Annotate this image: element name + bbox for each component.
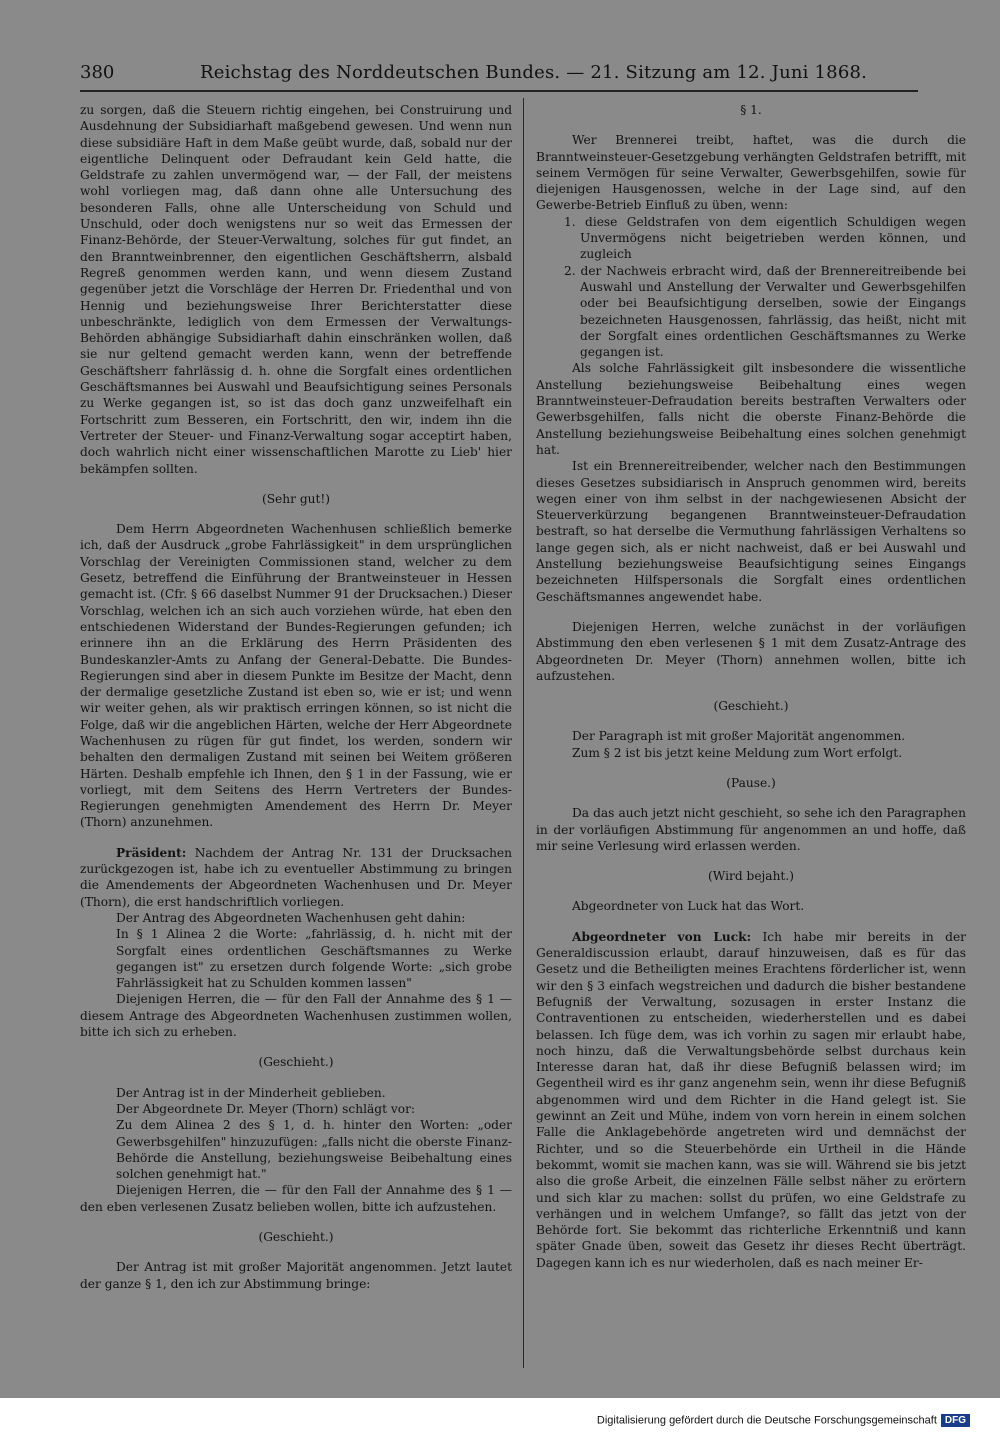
speaker-name: Abgeordneter von Luck:: [572, 929, 752, 944]
interjection: (Sehr gut!): [261, 491, 331, 506]
footer-text: Digitalisierung gefördert durch die Deutsche Forschungsgemeinschaft: [596, 1414, 937, 1427]
footer-credit: [597, 1414, 970, 1427]
paragraph: Der Paragraph ist mit großer Majorität angenommen.: [572, 729, 906, 744]
paragraph: Der Antrag ist in der Minderheit geblieben.: [116, 1085, 386, 1100]
paragraph: Diejenigen Herren, die — für den Fall der Annahme des § 1 — den eben verlesenen Zusatz belieben wollen, bitte ich aufzustehen.: [80, 1183, 512, 1214]
interjection: (Geschieht.): [713, 699, 789, 714]
paragraph: Der Antrag ist mit großer Majorität angenommen. Jetzt lautet der ganze § 1, den ich zur Abstimmung bringe:: [80, 1260, 512, 1291]
interjection: (Geschieht.): [258, 1055, 334, 1070]
paragraph: Als solche Fahrlässigkeit gilt insbesondere die wissentliche Anstellung beziehungsweise Beibehaltung eines wegen Branntweinsteuer-Defraudation bereits bestraften Verwalters oder Gewerbsgehilfen, falls nicht die oberste Finanz-Behörde die Anstellung beziehungsweise Beibehaltung eines solchen genehmigt hat.: [536, 361, 966, 457]
speech-text: Nachdem der Antrag Nr. 131 der Drucksachen zurückgezogen ist, habe ich zu eventueller Abstimmung zu bringen die Amendements der Abgeordneten Wachenhusen und Dr. Meyer (Thorn), die erst handschriftlich vorliegen.: [80, 845, 512, 909]
list-item: 2. der Nachweis erbracht wird, daß der Brennereitreibende bei Auswahl und Anstellung der Verwalter und Gewerbsgehilfen oder bei Beaufsichtigung derselben, sowie der Eingangs bezeichneten Hausgenossen, fahrlässig, das heißt, nicht mit der Sorgfalt eines ordentlichen Geschäftsmannes zu Werke gegangen ist.: [564, 263, 966, 360]
interjection: (Geschieht.): [258, 1230, 334, 1244]
list-item: 1. diese Geldstrafen von dem eigentlich Schuldigen wegen Unvermögens nicht beigetrieben werden können, und zugleich: [564, 214, 966, 262]
section-heading: § 1.: [740, 103, 762, 117]
paragraph: Abgeordneter von Luck hat das Wort.: [572, 899, 805, 914]
left-column: [80, 102, 512, 1364]
paragraph: Ist ein Brennereitreibender, welcher nach den Bestimmungen dieses Gesetzes subsidiarisch in Anspruch genommen wird, bereits wegen einer von ihm selbst in der nachgewiesenen Absicht der Steuerverkürzung begangenen Branntweinsteuer-Defraudation bestraft, so hat derselbe die Vermuthung fahrlässigen Verhaltens so lange gegen sich, als er nicht nachweist, daß er bei Auswahl und Anstellung beziehungsweise Beaufsichtigung seines Eingangs bezeichneten Hilfspersonals die Sorgfalt eines ordentlichen Geschäftsmannes angewendet habe.: [536, 459, 966, 604]
paragraph: [536, 929, 966, 1271]
paragraph: Da das auch jetzt nicht geschieht, so sehe ich den Paragraphen in der vorläufigen Abstimmung für angenommen an und hoffe, daß mir seine Verlesung wird erlassen werden.: [536, 806, 966, 853]
page-header: [80, 62, 918, 88]
dfg-logo: DFG: [941, 1414, 970, 1427]
quoted-motion: In § 1 Alinea 2 die Worte: „fahrlässig, d. h. nicht mit der Sorgfalt eines ordentlichen Geschäftsmannes zu Werke gegangen ist" zu ersetzen durch folgende Worte: „sich grobe Fahrlässigkeit hat zu Schulden kommen lassen": [116, 927, 512, 991]
speech-text: Ich habe mir bereits in der Generaldiscussion erlaubt, darauf hinzuweisen, daß es für das Gesetz und die Betheiligten meines Erachtens förderlicher ist, wenn wir den § 3 einfach wegstreichen und dadurch die bisher bestandene Befugniß der Verwaltung, sozusagen in erster Instanz die Contraventionen zu entscheiden, wiederherstellen und es dabei belassen. Ich füge dem, was ich vorhin zu sagen mir erlaubt habe, noch hinzu, daß die Verwaltungsbehörde selbst durchaus kein Interesse daran hat, daß ihr diese Befugniß belassen wird; im Gegentheil wird es ihr ganz angenehm sein, wenn ihr diese Befugniß abgenommen wird und dem Richter in die Hand gelegt ist. Sie gewinnt an Zeit und Mühe, indem von vorn herein in einem solchen Falle die Anklagebehörde angetreten wird und demnächst der Richter, und so die Steuerbehörde ein Urtheil in die Hände bekommt, womit sie machen kann, was sie will. Während sie bis jetzt also die große Arbeit, die einzelnen Fälle selbst näher zu erörtern und sich klar zu machen: sollst du prüfen, wo eine Geldstrafe zu verhängen und in welchem Umfange?, so fällt das jetzt von der Behörde fort. Sie bekommt das richterliche Erkenntniß und kann später Gnade üben, soweit das Gesetz ihr dieses Recht überträgt. Dagegen kann ich es nur wiederholen, daß es nach meiner Er-: [536, 929, 966, 1270]
paragraph: Wer Brennerei treibt, haftet, was die durch die Branntweinsteuer-Gesetzgebung verhängten Geldstrafen betrifft, mit seinem Vermögen für seine Verwalter, Gewerbsgehilfen, sowie für diejenigen Hausgenossen, welche in der Lage sind, auf den Gewerbe-Betrieb Einfluß zu üben, wenn:: [536, 133, 966, 213]
page-number: 380: [80, 62, 115, 83]
paragraph: [80, 845, 512, 910]
interjection: (Pause.): [726, 775, 776, 790]
paragraph: Diejenigen Herren, welche zunächst in der vorläufigen Abstimmung den eben verlesenen § 1 mit dem Zusatz-Antrage des Abgeordneten Dr. Meyer (Thorn) annehmen wollen, bitte ich aufzustehen.: [536, 619, 966, 683]
quoted-motion: Zu dem Alinea 2 des § 1, d. h. hinter den Worten: „oder Gewerbsgehilfen" hinzuzufügen: „falls nicht die oberste Finanz-Behörde die Anstellung, beziehungsweise Beibehaltung eines solchen genehmigt hat.": [116, 1118, 512, 1182]
right-column: [536, 102, 966, 1364]
paragraph: Diejenigen Herren, die — für den Fall der Annahme des § 1 — diesem Antrage des Abgeordneten Wachenhusen zustimmen wollen, bitte ich sich zu erheben.: [80, 992, 512, 1040]
speaker-name: Präsident:: [116, 845, 187, 860]
paragraph: Dem Herrn Abgeordneten Wachenhusen schließlich bemerke ich, daß der Ausdruck „grobe Fahrlässigkeit" in dem ursprünglichen Vorschlag der Vereinigten Commissionen stand, welcher zu dem Gesetz, betreffend die Einführung der Brantweinsteuer in Hessen gemacht ist. (Cfr. § 66 daselbst Nummer 91 der Drucksachen.) Dieser Vorschlag, welchen ich an sich auch vorziehen würde, hat eben den entschiedenen Widerstand der Bundes-Regierungen gefunden; ich erinnere ihn an die Erklärung des Herrn Präsidenten des Bundeskanzler-Amts zu Anfang der General-Debatte. Die Bundes-Regierungen sind aber in diesem Punkte im Besitze der Macht, denn der dermalige gesetzliche Zustand ist eben so, wie er ist; und wenn wir weiter gehen, als wir praktisch erringen können, so ist nicht die Folge, daß wir die angeblichen Härten, welche der Herr Abgeordnete Wachenhusen zu rügen für gut findet, los werden, sondern wir behalten den dermaligen Zustand mit seinen bei Weitem größeren Härten. Deshalb empfehle ich Ihnen, den § 1 in der Fassung, wie er vorliegt, mit dem Seitens des Herrn Vertreters der Bundes-Regierungen genehmigten Amendement des Herrn Dr. Meyer (Thorn) anzunehmen.: [80, 522, 512, 830]
column-divider: [523, 98, 524, 1368]
running-title: Reichstag des Norddeutschen Bundes. — 21. Sitzung am 12. Juni 1868.: [200, 62, 868, 83]
paragraph: Der Abgeordnete Dr. Meyer (Thorn) schlägt vor:: [116, 1101, 416, 1116]
numbered-list: [536, 214, 966, 361]
paragraph: Der Antrag des Abgeordneten Wachenhusen geht dahin:: [116, 910, 466, 925]
paragraph: zu sorgen, daß die Steuern richtig eingehen, bei Construirung und Ausdehnung der Subsidiarhaft maßgebend gewesen. Und wenn nun diese subsidiäre Haft in dem Maße geübt wurde, daß, sobald nur der eigentliche Delinquent oder Defraudant kein Geld hatte, die Geldstrafe zu zahlen unvermögend war, — der Fall, der meistens wohl vorliegen mag, daß dann ohne alle Untersuchung des besonderen Falls, ohne alle Unterscheidung von Schuld und Unschuld, oder doch wenigstens nur so weit das Ermessen der Finanz-Behörde, der Steuer-Verwaltung, solches für gut findet, an den Branntweinbrenner, den eigentlichen Geschäftsherrn, alsbald Regreß genommen werden kann, und wenn diesem Zustand gegenüber jetzt die Vorschläge der Herren Dr. Friedenthal und von Hennig und beziehungsweise Ihrer Berichterstatter diese unbeschränkte, lediglich von dem Ermessen der Verwaltungs-Behörden abhängige Subsidiarhaft dahin einschränken wollen, daß sie nur geltend gemacht werden kann, wenn der betreffende Geschäftsherr fahrlässig d. h. ohne die Sorgfalt eines ordentlichen Geschäftsmannes bei Auswahl und Beaufsichtigung seines Personals zu Werke gegangen ist, so ist das doch ganz unzweifelhaft ein Fortschritt zum Besseren, ein Fortschritt, den wir, indem ihn die Vertreter der Steuer- und Finanz-Verwaltung sogar acceptirt haben, doch wahrlich nicht einer wissenschaftlichen Marotte zu Lieb' hier bekämpfen sollten.: [80, 103, 512, 476]
interjection: (Wird bejaht.): [708, 869, 794, 884]
paragraph: Zum § 2 ist bis jetzt keine Meldung zum Wort erfolgt.: [572, 745, 903, 760]
header-rule: [80, 90, 918, 92]
